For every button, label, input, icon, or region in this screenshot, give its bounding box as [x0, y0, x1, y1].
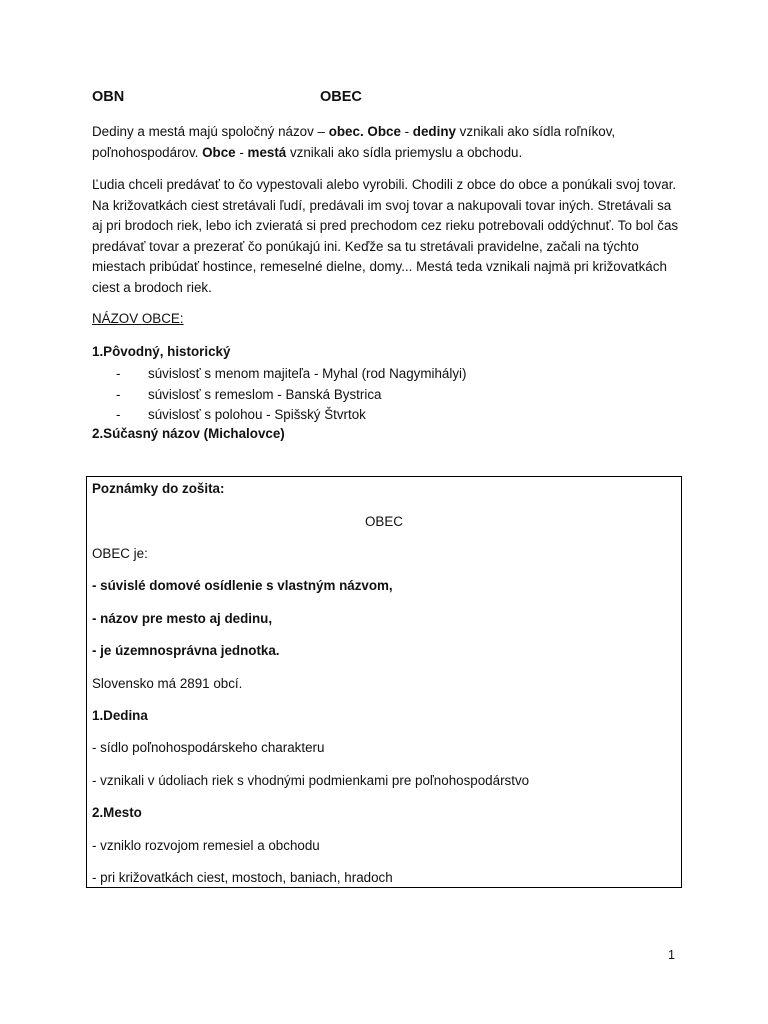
intro-part: -	[400, 124, 413, 139]
history-paragraph: Ľudia chceli predávať to čo vypestovali alebo vyrobili. Chodili z obce do obce a ponúkali svoj tovar. Na križovatkách ciest stretávali ľudí, predávali im svoj tovar a nakupovali tovar iných. Stretávali sa aj pri brodoch riek, lebo ich zvieratá si pred prechodom cez rieku potrebovali oddýchnuť. To bol čas predávať tovar a prezerať čo ponúkajú ini. Keďže sa tu stretávali pravidelne, začali na týchto miestach pribúdať hostince, remeselné dielne, domy... Mestá teda vznikali najmä pri križovatkách ciest a brodoch riek.	[92, 177, 679, 295]
page-title-row	[92, 89, 362, 105]
intro-part: -	[235, 144, 248, 160]
definition-item: - súvislé domové osídlenie s vlastným názvom,	[92, 578, 393, 593]
town-item: - vzniklo rozvojom remesiel a obchodu	[92, 838, 320, 853]
town-item: - pri križovatkách ciest, mostoch, baniach, hradoch	[92, 870, 393, 885]
list-item	[92, 385, 467, 406]
list-item-text: súvislosť s polohou - Spišský Štvrtok	[148, 407, 366, 423]
bullet-marker: -	[116, 366, 121, 381]
subject-title: OBN	[92, 89, 125, 105]
list-item-text: súvislosť s remeslom - Banská Bystrica	[148, 386, 382, 402]
intro-part: mestá	[247, 144, 287, 160]
intro-part: Obce	[202, 144, 236, 160]
notes-heading: Poznámky do zošita:	[92, 481, 225, 496]
page-number: 1	[668, 948, 675, 962]
bullet-marker: -	[116, 386, 121, 402]
list-item	[92, 405, 467, 426]
current-name-heading: 2.Súčasný názov (Michalovce)	[92, 426, 285, 441]
municipality-count: Slovensko má 2891 obcí.	[92, 676, 243, 691]
definition-item: - názov pre mesto aj dedinu,	[92, 611, 273, 626]
list-item	[92, 364, 467, 385]
intro-part: dediny	[412, 124, 456, 139]
definition-label: OBEC je:	[92, 546, 148, 561]
intro-part: obec. Obce	[328, 124, 401, 139]
village-item: - sídlo poľnohospodárskeho charakteru	[92, 740, 325, 755]
intro-part: Dediny a mestá majú spoločný názov –	[92, 124, 329, 139]
town-heading: 2.Mesto	[92, 805, 142, 820]
historical-name-heading: 1.Pôvodný, historický	[92, 344, 231, 359]
intro-part: vznikali ako sídla priemyslu a obchodu.	[286, 144, 523, 160]
bullet-marker: -	[116, 407, 121, 423]
definition-item: - je územnosprávna jednotka.	[92, 643, 280, 658]
village-heading: 1.Dedina	[92, 708, 148, 723]
notes-box	[86, 476, 682, 888]
name-section-heading: NÁZOV OBCE:	[92, 311, 184, 326]
intro-paragraph	[92, 122, 682, 163]
notes-title: OBEC	[365, 514, 403, 529]
list-item-text: súvislosť s menom majiteľa - Myhal (rod Nagymihályi)	[148, 366, 467, 381]
village-item: - vznikali v údoliach riek s vhodnými podmienkami pre poľnohospodárstvo	[92, 773, 530, 788]
intro-part: vznikali ako sídla roľníkov, poľnohospodárov.	[92, 124, 616, 160]
topic-title: OBEC	[320, 89, 362, 105]
name-origin-list	[92, 364, 467, 426]
